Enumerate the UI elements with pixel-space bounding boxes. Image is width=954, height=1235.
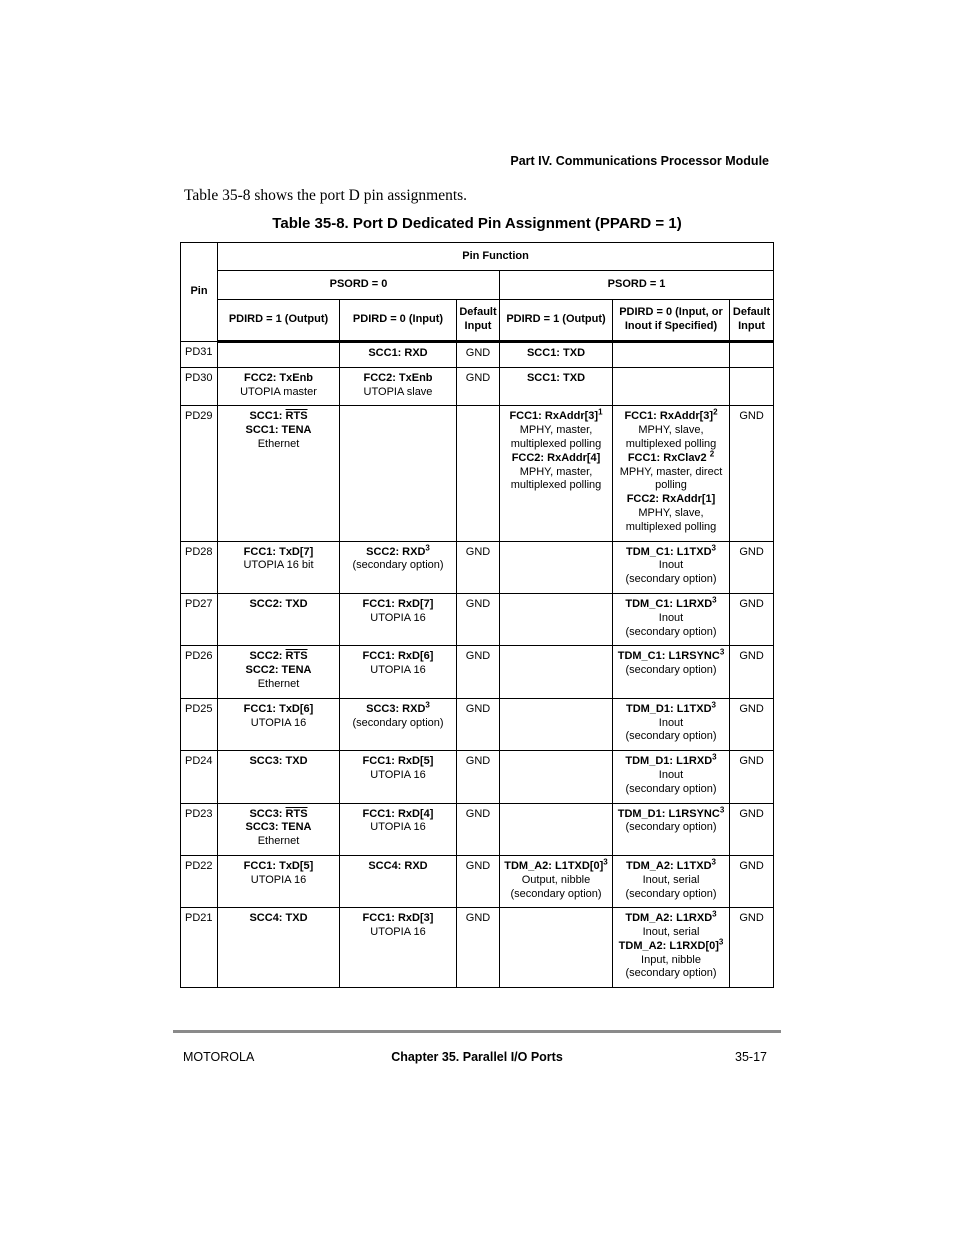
cell-c2 — [340, 406, 457, 541]
footnote-ref: 1 — [598, 407, 603, 417]
pin-cell: PD30 — [181, 367, 218, 406]
cell-c2 — [340, 855, 457, 907]
cell-c4 — [500, 342, 613, 368]
cell-line: Inout — [658, 716, 684, 729]
cell-c1 — [218, 855, 340, 907]
cell-c2 — [340, 751, 457, 803]
cell-c5 — [613, 908, 730, 988]
cell-c4 — [500, 855, 613, 907]
active-low-signal: $\overline{RTS}$ — [285, 650, 308, 663]
cell-c4 — [500, 751, 613, 803]
cell-line: TDM_A2: L1TXD$^3$ — [625, 857, 716, 872]
cell-line: TDM_A2: $L1RXD[0]^3$ — [618, 937, 724, 952]
cell-c5 — [613, 342, 730, 368]
cell-c6: GND — [730, 541, 774, 593]
cell-line: UTOPIA 16 — [250, 716, 307, 729]
cell-c3: GND — [457, 908, 500, 988]
table-row — [181, 541, 774, 593]
cell-c4 — [500, 803, 613, 855]
header-psord1-default: Default Input — [730, 300, 774, 342]
cell-line: FCC1: $RxAddr[3]^2$ — [624, 407, 718, 423]
pin-cell: PD29 — [181, 406, 218, 541]
table-body — [181, 342, 774, 988]
cell-c6: GND — [730, 751, 774, 803]
cell-line: SCC2: $\overline{RTS}$ — [249, 650, 308, 663]
cell-line: SCC1: TXD — [526, 347, 586, 359]
cell-line: UTOPIA 16 — [370, 821, 426, 834]
cell-line: Inout, serial — [642, 873, 700, 886]
cell-c4 — [500, 593, 613, 645]
cell-line: TDM_A2: L1RXD$^3$ — [625, 909, 717, 925]
cell-c1 — [218, 908, 340, 988]
cell-line: TDM_D1: L1RSYNC$^3$ — [617, 804, 725, 820]
cell-line: multiplexed polling — [510, 479, 602, 492]
cell-line: MPHY, master, direct — [619, 465, 723, 478]
cell-line: TDM_C1: L1RXD$^3$ — [625, 595, 717, 610]
cell-c3: GND — [457, 855, 500, 907]
active-low-signal: $\overline{RTS}$ — [285, 410, 308, 423]
table-row — [181, 698, 774, 750]
cell-line: FCC1: RxD[7] — [362, 597, 434, 610]
cell-line: Ethernet — [257, 835, 300, 848]
cell-line: FCC1: TxD[6] — [243, 702, 314, 715]
cell-line: (secondary option) — [625, 821, 717, 834]
cell-c2 — [340, 803, 457, 855]
footer-chapter: Chapter 35. Parallel I/O Ports — [391, 1050, 563, 1064]
cell-c5 — [613, 803, 730, 855]
cell-line: UTOPIA 16 — [370, 926, 426, 939]
cell-c1 — [218, 342, 340, 368]
cell-line: FCC2: RxAddr[4] — [511, 451, 601, 464]
cell-line: FCC1: TxD[5] — [243, 859, 314, 872]
cell-line: Inout — [658, 559, 684, 572]
cell-c1 — [218, 367, 340, 406]
pin-cell: PD23 — [181, 803, 218, 855]
cell-line: (secondary option) — [352, 559, 444, 572]
cell-line: (secondary option) — [510, 887, 602, 900]
cell-c1 — [218, 698, 340, 750]
table-row — [181, 367, 774, 406]
footer-publisher: MOTOROLA — [183, 1050, 255, 1064]
pin-cell: PD31 — [181, 342, 218, 368]
header-psord-0: PSORD = 0 — [218, 271, 500, 300]
header-pin: Pin — [181, 243, 218, 342]
table-row — [181, 751, 774, 803]
pin-assignment-table — [180, 242, 774, 988]
cell-c2 — [340, 698, 457, 750]
header-psord0-default: Default Input — [457, 300, 500, 342]
cell-c5 — [613, 698, 730, 750]
cell-line: FCC1: RxD[4] — [362, 807, 434, 820]
cell-line: FCC2: TxEnb — [363, 371, 433, 384]
cell-line: Output, nibble — [521, 873, 591, 886]
table-row — [181, 803, 774, 855]
header-psord0-output: PDIRD = 1 (Output) — [218, 300, 340, 342]
cell-c5 — [613, 646, 730, 698]
cell-line: UTOPIA slave — [363, 385, 433, 398]
cell-line: Inout — [658, 611, 684, 624]
cell-line: TDM_D1: L1TXD$^3$ — [625, 700, 716, 715]
cell-line: UTOPIA master — [240, 385, 317, 398]
cell-line: multiplexed polling — [625, 520, 717, 533]
cell-c6: GND — [730, 593, 774, 645]
cell-line: Inout, serial — [642, 926, 700, 939]
footnote-ref: 3 — [603, 857, 608, 867]
cell-c4 — [500, 367, 613, 406]
cell-line: FCC1: $RxAddr[3]^1$ — [509, 407, 603, 423]
cell-c5 — [613, 406, 730, 541]
cell-c5 — [613, 593, 730, 645]
footnote-ref: 3 — [718, 937, 724, 947]
cell-line: SCC2: TENA — [245, 664, 312, 677]
cell-c6: GND — [730, 698, 774, 750]
footnote-ref: 3 — [711, 857, 716, 867]
footnote-ref: 3 — [719, 804, 725, 814]
cell-c2 — [340, 342, 457, 368]
cell-c5 — [613, 751, 730, 803]
cell-line: FCC1: TxD[7] — [243, 545, 314, 558]
cell-c6: GND — [730, 646, 774, 698]
cell-c4 — [500, 646, 613, 698]
cell-line: (secondary option) — [625, 782, 717, 795]
cell-line: (secondary option) — [625, 967, 717, 980]
cell-line: SCC3: RXD$^3$ — [366, 700, 430, 715]
table-row — [181, 593, 774, 645]
header-psord-1: PSORD = 1 — [500, 271, 774, 300]
cell-c5 — [613, 541, 730, 593]
pin-cell: PD22 — [181, 855, 218, 907]
cell-c1 — [218, 593, 340, 645]
cell-line: Inout — [658, 768, 684, 781]
cell-line: SCC1: TENA — [245, 424, 312, 437]
cell-c1 — [218, 751, 340, 803]
footnote-ref: 2 — [713, 407, 718, 417]
footnote-ref: 3 — [711, 542, 716, 552]
cell-line: SCC2: TXD — [249, 597, 308, 610]
cell-line: FCC1: RxClav2 $^2$ — [627, 449, 715, 464]
cell-line: SCC1: $\overline{RTS}$ — [249, 410, 308, 423]
cell-c3: GND — [457, 593, 500, 645]
cell-c4 — [500, 406, 613, 541]
cell-c5 — [613, 367, 730, 406]
cell-c3: GND — [457, 803, 500, 855]
footer-page-number: 35-17 — [735, 1050, 767, 1064]
footnote-ref: 3 — [425, 542, 430, 552]
cell-line: MPHY, master, — [519, 465, 593, 478]
cell-line: FCC1: RxD[6] — [362, 650, 434, 663]
cell-c6 — [730, 342, 774, 368]
cell-c3: GND — [457, 698, 500, 750]
cell-c6: GND — [730, 908, 774, 988]
footnote-ref: 3 — [711, 700, 716, 710]
cell-line: SCC1: TXD — [526, 371, 586, 384]
cell-line: SCC4: RXD — [368, 859, 428, 872]
cell-line: UTOPIA 16 — [250, 873, 307, 886]
cell-line: MPHY, slave, — [638, 424, 704, 437]
footnote-ref: 3 — [719, 647, 725, 657]
cell-line: FCC1: RxD[3] — [362, 912, 434, 925]
cell-line: Ethernet — [257, 437, 300, 450]
cell-c2 — [340, 908, 457, 988]
cell-line: SCC2: RXD$^3$ — [366, 542, 430, 558]
cell-c2 — [340, 541, 457, 593]
footnote-ref: 3 — [712, 909, 717, 919]
cell-line: UTOPIA 16 — [370, 768, 426, 781]
cell-line: MPHY, master, — [519, 424, 593, 437]
pin-cell: PD25 — [181, 698, 218, 750]
cell-line: (secondary option) — [625, 730, 717, 743]
cell-line: (secondary option) — [352, 716, 444, 729]
cell-line: TDM_A2: $L1TXD[0]^3$ — [504, 857, 608, 872]
cell-c6 — [730, 367, 774, 406]
table-title: Table 35-8. Port D Dedicated Pin Assignment (PPARD = 1) — [272, 215, 682, 232]
cell-c6: GND — [730, 406, 774, 541]
table-row — [181, 406, 774, 541]
footnote-ref: 2 — [709, 449, 715, 459]
cell-c1 — [218, 406, 340, 541]
cell-line: (secondary option) — [625, 664, 717, 677]
cell-c2 — [340, 367, 457, 406]
footnote-ref: 3 — [712, 752, 717, 762]
header-pin-function: Pin Function — [218, 243, 774, 271]
table-row — [181, 646, 774, 698]
cell-c1 — [218, 646, 340, 698]
cell-c6: GND — [730, 855, 774, 907]
cell-c3: GND — [457, 751, 500, 803]
pin-cell: PD21 — [181, 908, 218, 988]
footnote-ref: 3 — [425, 700, 430, 710]
cell-c2 — [340, 593, 457, 645]
cell-line: SCC3: TENA — [245, 821, 312, 834]
active-low-signal: $\overline{RTS}$ — [285, 807, 308, 820]
cell-line: SCC4: TXD — [249, 912, 308, 925]
footer-rule — [173, 1030, 781, 1033]
cell-line: UTOPIA 16 — [370, 611, 426, 624]
cell-line: FCC1: RxD[5] — [362, 755, 434, 768]
cell-c3 — [457, 406, 500, 541]
cell-line: (secondary option) — [625, 573, 717, 586]
header-psord0-input: PDIRD = 0 (Input) — [340, 300, 457, 342]
running-head: Part IV. Communications Processor Module — [510, 154, 769, 168]
header-psord1-input: PDIRD = 0 (Input, or Inout if Specified) — [613, 300, 730, 342]
intro-paragraph: Table 35-8 shows the port D pin assignments. — [184, 187, 468, 204]
cell-line: TDM_D1: L1RXD$^3$ — [625, 752, 717, 768]
cell-line: (secondary option) — [625, 887, 717, 900]
cell-line: Input, nibble — [641, 953, 701, 966]
cell-line: multiplexed polling — [625, 437, 717, 450]
cell-line: polling — [655, 479, 687, 492]
cell-line: FCC2: TxEnb — [243, 371, 314, 384]
cell-c3: GND — [457, 367, 500, 406]
cell-c4 — [500, 698, 613, 750]
cell-line: MPHY, slave, — [638, 506, 704, 519]
cell-c6: GND — [730, 803, 774, 855]
cell-c3: GND — [457, 342, 500, 368]
cell-line: SCC1: RXD — [368, 347, 428, 359]
cell-c3: GND — [457, 646, 500, 698]
cell-line: FCC2: RxAddr[1] — [626, 493, 716, 506]
table-row — [181, 908, 774, 988]
table-row — [181, 342, 774, 368]
footnote-ref: 3 — [712, 595, 717, 605]
cell-c4 — [500, 541, 613, 593]
cell-c4 — [500, 908, 613, 988]
cell-line: multiplexed polling — [510, 437, 602, 450]
pin-cell: PD24 — [181, 751, 218, 803]
cell-c1 — [218, 541, 340, 593]
cell-line: SCC3: $\overline{RTS}$ — [249, 807, 308, 820]
cell-c1 — [218, 803, 340, 855]
pin-cell: PD26 — [181, 646, 218, 698]
pin-cell: PD28 — [181, 541, 218, 593]
cell-line: Ethernet — [257, 677, 300, 690]
cell-c5 — [613, 855, 730, 907]
cell-line: SCC3: TXD — [249, 755, 308, 768]
cell-c3: GND — [457, 541, 500, 593]
table-row — [181, 855, 774, 907]
header-psord1-output: PDIRD = 1 (Output) — [500, 300, 613, 342]
cell-line: (secondary option) — [625, 625, 717, 638]
cell-line: TDM_C1: L1RSYNC$^3$ — [617, 647, 725, 663]
cell-c2 — [340, 646, 457, 698]
cell-line: UTOPIA 16 bit — [243, 559, 314, 572]
cell-line: UTOPIA 16 — [370, 664, 426, 677]
cell-line: TDM_C1: L1TXD$^3$ — [625, 542, 716, 558]
pin-cell: PD27 — [181, 593, 218, 645]
